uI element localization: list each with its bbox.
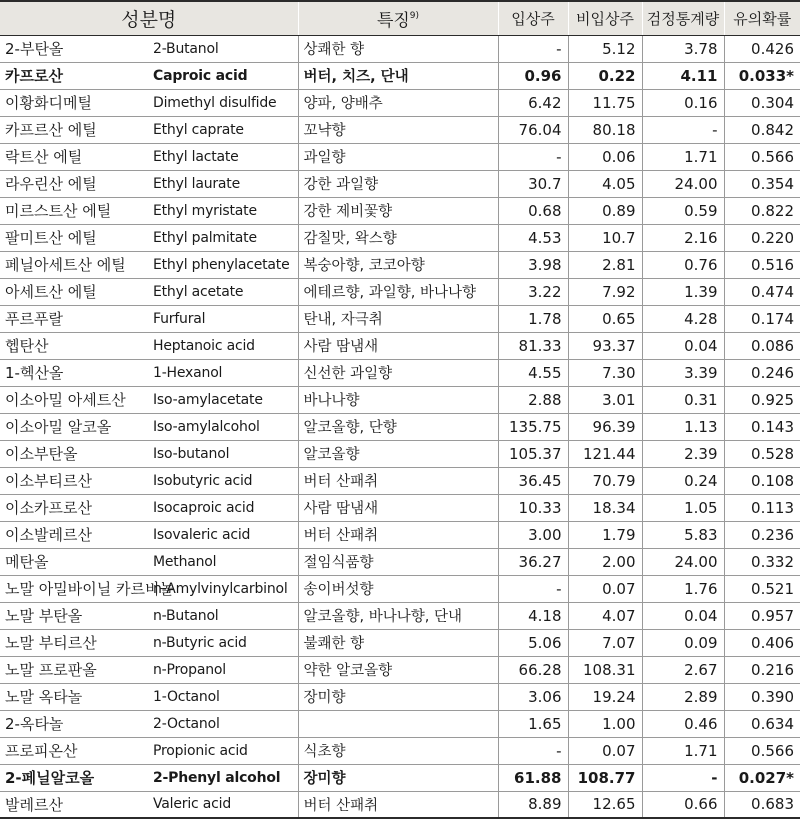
compound-korean-name: 이소아밀 아세트산 bbox=[0, 386, 150, 413]
value-col4: 0.406 bbox=[724, 629, 800, 656]
value-col4: 0.842 bbox=[724, 116, 800, 143]
value-col1: 8.89 bbox=[498, 791, 568, 818]
compound-english-name: Heptanoic acid bbox=[150, 332, 298, 359]
value-col1: - bbox=[498, 35, 568, 62]
table-row bbox=[0, 278, 800, 305]
value-col4: 0.566 bbox=[724, 737, 800, 764]
value-col4: 0.528 bbox=[724, 440, 800, 467]
compound-korean-name: 이소부티르산 bbox=[0, 467, 150, 494]
value-col3: 4.28 bbox=[642, 305, 724, 332]
compound-korean-name: 헵탄산 bbox=[0, 332, 150, 359]
compound-korean-name: 아세트산 에틸 bbox=[0, 278, 150, 305]
compound-korean-name: 2-옥타놀 bbox=[0, 710, 150, 737]
value-col4: 0.220 bbox=[724, 224, 800, 251]
compound-english-name: Iso-amylalcohol bbox=[150, 413, 298, 440]
value-col1: 30.7 bbox=[498, 170, 568, 197]
compound-english-name: n-Amylvinylcarbinol bbox=[150, 575, 298, 602]
compound-english-name: Caproic acid bbox=[150, 62, 298, 89]
header-col2: 비입상주 bbox=[568, 1, 642, 35]
compound-english-name: Methanol bbox=[150, 548, 298, 575]
value-col3: - bbox=[642, 764, 724, 791]
value-col2: 0.07 bbox=[568, 575, 642, 602]
compound-english-name: 1-Hexanol bbox=[150, 359, 298, 386]
value-col2: 7.92 bbox=[568, 278, 642, 305]
header-row bbox=[0, 1, 800, 35]
value-col1: 10.33 bbox=[498, 494, 568, 521]
value-col3: 2.39 bbox=[642, 440, 724, 467]
value-col2: 10.7 bbox=[568, 224, 642, 251]
value-col3: 1.71 bbox=[642, 737, 724, 764]
compound-korean-name: 2-페닐알코올 bbox=[0, 764, 150, 791]
compound-korean-name: 프로피온산 bbox=[0, 737, 150, 764]
header-feature-label: 특징 bbox=[376, 10, 410, 31]
value-col1: 1.65 bbox=[498, 710, 568, 737]
header-compound-name: 성분명 bbox=[0, 1, 298, 35]
value-col4: 0.108 bbox=[724, 467, 800, 494]
value-col1: 1.78 bbox=[498, 305, 568, 332]
compound-english-name: Ethyl acetate bbox=[150, 278, 298, 305]
compound-korean-name: 라우린산 에틸 bbox=[0, 170, 150, 197]
value-col3: 1.13 bbox=[642, 413, 724, 440]
value-col1: 66.28 bbox=[498, 656, 568, 683]
value-col1: 36.45 bbox=[498, 467, 568, 494]
compound-korean-name: 이소아밀 알코올 bbox=[0, 413, 150, 440]
compound-korean-name: 미르스트산 에틸 bbox=[0, 197, 150, 224]
value-col3: 5.83 bbox=[642, 521, 724, 548]
value-col3: 0.59 bbox=[642, 197, 724, 224]
compound-feature: 사람 땀냄새 bbox=[298, 494, 498, 521]
compound-korean-name: 노말 프로판올 bbox=[0, 656, 150, 683]
compound-english-name: 2-Butanol bbox=[150, 35, 298, 62]
value-col4: 0.113 bbox=[724, 494, 800, 521]
value-col2: 7.07 bbox=[568, 629, 642, 656]
value-col4: 0.822 bbox=[724, 197, 800, 224]
compound-english-name: Dimethyl disulfide bbox=[150, 89, 298, 116]
compound-english-name: Furfural bbox=[150, 305, 298, 332]
value-col4: 0.086 bbox=[724, 332, 800, 359]
value-col2: 80.18 bbox=[568, 116, 642, 143]
value-col3: 1.76 bbox=[642, 575, 724, 602]
value-col4: 0.474 bbox=[724, 278, 800, 305]
compound-english-name: Valeric acid bbox=[150, 791, 298, 818]
value-col4: 0.143 bbox=[724, 413, 800, 440]
table-row bbox=[0, 656, 800, 683]
compound-english-name: 1-Octanol bbox=[150, 683, 298, 710]
value-col2: 18.34 bbox=[568, 494, 642, 521]
value-col4: 0.354 bbox=[724, 170, 800, 197]
value-col2: 11.75 bbox=[568, 89, 642, 116]
value-col4: 0.246 bbox=[724, 359, 800, 386]
value-col2: 5.12 bbox=[568, 35, 642, 62]
value-col1: 0.68 bbox=[498, 197, 568, 224]
compound-feature: 버터 산패취 bbox=[298, 467, 498, 494]
table-row bbox=[0, 305, 800, 332]
value-col2: 4.07 bbox=[568, 602, 642, 629]
value-col1: 3.06 bbox=[498, 683, 568, 710]
table-row bbox=[0, 764, 800, 791]
table-row bbox=[0, 386, 800, 413]
compound-korean-name: 페닐아세트산 에틸 bbox=[0, 251, 150, 278]
value-col4: 0.304 bbox=[724, 89, 800, 116]
value-col1: 4.55 bbox=[498, 359, 568, 386]
value-col3: 24.00 bbox=[642, 170, 724, 197]
compound-korean-name: 팔미트산 에틸 bbox=[0, 224, 150, 251]
compound-english-name: Ethyl myristate bbox=[150, 197, 298, 224]
value-col2: 12.65 bbox=[568, 791, 642, 818]
value-col2: 0.06 bbox=[568, 143, 642, 170]
table-row bbox=[0, 791, 800, 818]
value-col4: 0.027* bbox=[724, 764, 800, 791]
compound-feature: 절임식품향 bbox=[298, 548, 498, 575]
value-col2: 2.81 bbox=[568, 251, 642, 278]
table-row bbox=[0, 89, 800, 116]
compound-feature: 식초향 bbox=[298, 737, 498, 764]
value-col4: 0.634 bbox=[724, 710, 800, 737]
value-col2: 4.05 bbox=[568, 170, 642, 197]
value-col3: 1.05 bbox=[642, 494, 724, 521]
value-col4: 0.216 bbox=[724, 656, 800, 683]
compound-korean-name: 메탄올 bbox=[0, 548, 150, 575]
compound-feature: 알코올향 bbox=[298, 440, 498, 467]
compound-korean-name: 이소발레르산 bbox=[0, 521, 150, 548]
table-row bbox=[0, 737, 800, 764]
compound-korean-name: 카프르산 에틸 bbox=[0, 116, 150, 143]
value-col1: 76.04 bbox=[498, 116, 568, 143]
compound-english-name: Ethyl laurate bbox=[150, 170, 298, 197]
value-col1: 105.37 bbox=[498, 440, 568, 467]
value-col2: 3.01 bbox=[568, 386, 642, 413]
compound-feature: 과일향 bbox=[298, 143, 498, 170]
compound-korean-name: 1-헥산올 bbox=[0, 359, 150, 386]
value-col2: 7.30 bbox=[568, 359, 642, 386]
value-col2: 2.00 bbox=[568, 548, 642, 575]
compound-english-name: Isovaleric acid bbox=[150, 521, 298, 548]
value-col2: 19.24 bbox=[568, 683, 642, 710]
value-col3: 2.89 bbox=[642, 683, 724, 710]
value-col4: 0.521 bbox=[724, 575, 800, 602]
value-col3: 0.09 bbox=[642, 629, 724, 656]
compound-feature: 장미향 bbox=[298, 683, 498, 710]
value-col1: 3.98 bbox=[498, 251, 568, 278]
table-row bbox=[0, 575, 800, 602]
compound-feature: 강한 제비꽃향 bbox=[298, 197, 498, 224]
compound-feature: 바나나향 bbox=[298, 386, 498, 413]
compound-korean-name: 노말 부티르산 bbox=[0, 629, 150, 656]
value-col1: - bbox=[498, 575, 568, 602]
value-col3: 24.00 bbox=[642, 548, 724, 575]
table-row bbox=[0, 440, 800, 467]
compound-feature: 강한 과일향 bbox=[298, 170, 498, 197]
value-col1: 3.00 bbox=[498, 521, 568, 548]
table-row bbox=[0, 170, 800, 197]
value-col2: 108.77 bbox=[568, 764, 642, 791]
value-col2: 1.00 bbox=[568, 710, 642, 737]
compound-korean-name: 락트산 에틸 bbox=[0, 143, 150, 170]
header-feature-reference: 9) bbox=[409, 10, 420, 21]
compound-korean-name: 이소부탄올 bbox=[0, 440, 150, 467]
value-col4: 0.174 bbox=[724, 305, 800, 332]
value-col3: 3.39 bbox=[642, 359, 724, 386]
compound-english-name: Ethyl palmitate bbox=[150, 224, 298, 251]
value-col1: - bbox=[498, 143, 568, 170]
value-col4: 0.426 bbox=[724, 35, 800, 62]
compound-english-name: 2-Octanol bbox=[150, 710, 298, 737]
value-col3: 0.31 bbox=[642, 386, 724, 413]
value-col4: 0.033* bbox=[724, 62, 800, 89]
table-row bbox=[0, 224, 800, 251]
compound-korean-name: 이소카프로산 bbox=[0, 494, 150, 521]
value-col3: 2.16 bbox=[642, 224, 724, 251]
table-body bbox=[0, 35, 800, 818]
value-col4: 0.516 bbox=[724, 251, 800, 278]
value-col3: 0.04 bbox=[642, 602, 724, 629]
compound-feature bbox=[298, 710, 498, 737]
compound-english-name: Iso-butanol bbox=[150, 440, 298, 467]
table-row bbox=[0, 197, 800, 224]
compound-feature: 복숭아향, 코코아향 bbox=[298, 251, 498, 278]
value-col3: 0.24 bbox=[642, 467, 724, 494]
compound-feature: 상쾌한 향 bbox=[298, 35, 498, 62]
value-col1: 4.18 bbox=[498, 602, 568, 629]
value-col2: 96.39 bbox=[568, 413, 642, 440]
value-col3: 0.46 bbox=[642, 710, 724, 737]
compound-feature: 양파, 양배추 bbox=[298, 89, 498, 116]
value-col2: 0.22 bbox=[568, 62, 642, 89]
value-col1: 0.96 bbox=[498, 62, 568, 89]
value-col3: 0.76 bbox=[642, 251, 724, 278]
header-col3: 검정통계량 bbox=[642, 1, 724, 35]
header-col4: 유의확률 bbox=[724, 1, 800, 35]
header-col1: 입상주 bbox=[498, 1, 568, 35]
compound-feature: 사람 땀냄새 bbox=[298, 332, 498, 359]
compound-english-name: Ethyl caprate bbox=[150, 116, 298, 143]
compound-feature: 꼬냑향 bbox=[298, 116, 498, 143]
compound-english-name: n-Butanol bbox=[150, 602, 298, 629]
table-row bbox=[0, 143, 800, 170]
value-col1: 6.42 bbox=[498, 89, 568, 116]
compound-feature: 탄내, 자극취 bbox=[298, 305, 498, 332]
table-row bbox=[0, 683, 800, 710]
value-col4: 0.390 bbox=[724, 683, 800, 710]
value-col2: 108.31 bbox=[568, 656, 642, 683]
compound-korean-name: 발레르산 bbox=[0, 791, 150, 818]
value-col4: 0.925 bbox=[724, 386, 800, 413]
table-row bbox=[0, 602, 800, 629]
value-col2: 0.65 bbox=[568, 305, 642, 332]
compound-english-name: n-Propanol bbox=[150, 656, 298, 683]
compound-feature: 버터 산패취 bbox=[298, 521, 498, 548]
compound-korean-name: 노말 부탄올 bbox=[0, 602, 150, 629]
table-row bbox=[0, 413, 800, 440]
compound-korean-name: 카프로산 bbox=[0, 62, 150, 89]
table-row bbox=[0, 494, 800, 521]
value-col3: 1.71 bbox=[642, 143, 724, 170]
compound-english-name: Isobutyric acid bbox=[150, 467, 298, 494]
compound-english-name: 2-Phenyl alcohol bbox=[150, 764, 298, 791]
compound-english-name: Isocaproic acid bbox=[150, 494, 298, 521]
compound-english-name: Iso-amylacetate bbox=[150, 386, 298, 413]
value-col4: 0.332 bbox=[724, 548, 800, 575]
value-col2: 93.37 bbox=[568, 332, 642, 359]
value-col2: 0.89 bbox=[568, 197, 642, 224]
compound-feature: 불쾌한 향 bbox=[298, 629, 498, 656]
compound-feature: 신선한 과일향 bbox=[298, 359, 498, 386]
compound-korean-name: 이황화디메틸 bbox=[0, 89, 150, 116]
value-col1: - bbox=[498, 737, 568, 764]
value-col3: 0.04 bbox=[642, 332, 724, 359]
value-col4: 0.566 bbox=[724, 143, 800, 170]
table-row bbox=[0, 548, 800, 575]
table-row bbox=[0, 467, 800, 494]
compound-english-name: Ethyl lactate bbox=[150, 143, 298, 170]
value-col2: 1.79 bbox=[568, 521, 642, 548]
compound-feature: 감칠맛, 왁스향 bbox=[298, 224, 498, 251]
value-col1: 2.88 bbox=[498, 386, 568, 413]
value-col3: 4.11 bbox=[642, 62, 724, 89]
value-col4: 0.683 bbox=[724, 791, 800, 818]
value-col1: 61.88 bbox=[498, 764, 568, 791]
table-row bbox=[0, 521, 800, 548]
compound-feature: 버터 산패취 bbox=[298, 791, 498, 818]
value-col3: 0.66 bbox=[642, 791, 724, 818]
value-col1: 135.75 bbox=[498, 413, 568, 440]
table-row bbox=[0, 629, 800, 656]
compound-english-name: Ethyl phenylacetate bbox=[150, 251, 298, 278]
table-row bbox=[0, 62, 800, 89]
value-col3: 2.67 bbox=[642, 656, 724, 683]
compound-korean-name: 2-부탄올 bbox=[0, 35, 150, 62]
value-col3: - bbox=[642, 116, 724, 143]
compound-feature: 버터, 치즈, 단내 bbox=[298, 62, 498, 89]
value-col3: 1.39 bbox=[642, 278, 724, 305]
compound-feature: 송이버섯향 bbox=[298, 575, 498, 602]
value-col1: 81.33 bbox=[498, 332, 568, 359]
table-row bbox=[0, 35, 800, 62]
table-row bbox=[0, 332, 800, 359]
value-col2: 70.79 bbox=[568, 467, 642, 494]
compound-english-name: Propionic acid bbox=[150, 737, 298, 764]
value-col1: 5.06 bbox=[498, 629, 568, 656]
table-row bbox=[0, 359, 800, 386]
value-col4: 0.236 bbox=[724, 521, 800, 548]
value-col1: 4.53 bbox=[498, 224, 568, 251]
compound-feature: 알코올향, 바나나향, 단내 bbox=[298, 602, 498, 629]
compound-feature: 에테르향, 과일향, 바나나향 bbox=[298, 278, 498, 305]
compound-korean-name: 노말 옥타놀 bbox=[0, 683, 150, 710]
value-col2: 121.44 bbox=[568, 440, 642, 467]
compound-korean-name: 노말 아밀바이닐 카르비놀 bbox=[0, 575, 150, 602]
compound-korean-name: 푸르푸랄 bbox=[0, 305, 150, 332]
compound-feature: 장미향 bbox=[298, 764, 498, 791]
value-col3: 0.16 bbox=[642, 89, 724, 116]
compound-feature: 약한 알코올향 bbox=[298, 656, 498, 683]
table-row bbox=[0, 710, 800, 737]
header-feature bbox=[298, 1, 498, 35]
table-header bbox=[0, 1, 800, 35]
value-col1: 36.27 bbox=[498, 548, 568, 575]
value-col3: 3.78 bbox=[642, 35, 724, 62]
value-col1: 3.22 bbox=[498, 278, 568, 305]
table-row bbox=[0, 116, 800, 143]
compound-feature: 알코올향, 단향 bbox=[298, 413, 498, 440]
compound-english-name: n-Butyric acid bbox=[150, 629, 298, 656]
table-row bbox=[0, 251, 800, 278]
value-col4: 0.957 bbox=[724, 602, 800, 629]
value-col2: 0.07 bbox=[568, 737, 642, 764]
